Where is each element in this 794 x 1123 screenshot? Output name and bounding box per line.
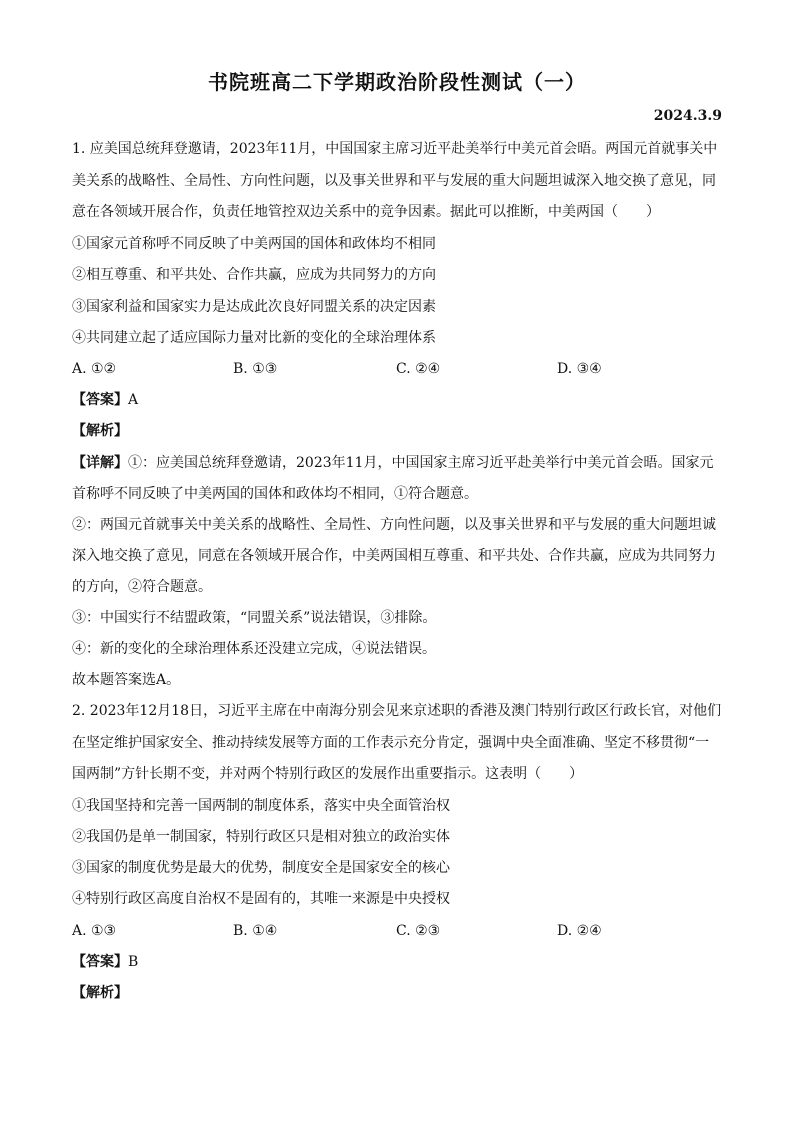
q2-option-b: B. ①④ bbox=[233, 923, 278, 939]
exam-date: 2024.3.9 bbox=[653, 108, 722, 124]
q1-option-a: A. ①② bbox=[72, 361, 117, 377]
answer-value: A bbox=[128, 392, 139, 408]
answer-value: B bbox=[128, 954, 139, 970]
detail-tag: 【详解】 bbox=[72, 455, 128, 471]
q1-detail-line: 首称呼不同反映了中美两国的国体和政体均不相同，①符合题意。 bbox=[72, 486, 478, 502]
q1-stem-line: 1. 应美国总统拜登邀请，2023年11月，中国国家主席习近平赴美举行中美元首会晤。两国元首就事关中 bbox=[72, 141, 718, 157]
q2-stem-line: 2. 2023年12月18日，习近平主席在中南海分别会见来京述职的香港及澳门特别行政区行政长官，对他们 bbox=[72, 703, 722, 719]
q2-option-a: A. ①③ bbox=[72, 923, 117, 939]
q2-statement: ②我国仍是单一制国家，特别行政区只是相对独立的政治实体 bbox=[72, 829, 450, 845]
q1-option-b: B. ①③ bbox=[233, 361, 278, 377]
detail-text: ①：应美国总统拜登邀请，2023年11月，中国国家主席习近平赴美举行中美元首会晤。国家元 bbox=[128, 455, 714, 471]
page-title: 书院班高二下学期政治阶段性测试（一） bbox=[208, 70, 586, 94]
q2-analysis-tag bbox=[72, 983, 722, 1003]
q1-statement: ①国家元首称呼不同反映了中美两国的国体和政体均不相同 bbox=[72, 236, 436, 252]
q1-detail-line bbox=[72, 453, 722, 473]
q1-stem-line: 美关系的战略性、全局性、方向性问题，以及事关世界和平与发展的重大问题坦诚深入地交换了意见，同 bbox=[72, 173, 716, 189]
q2-stem-line: 在坚定维护国家安全、推动持续发展等方面的工作表示充分肯定，强调中央全面准确、坚定不移贯彻“一 bbox=[72, 735, 710, 751]
analysis-tag: 【解析】 bbox=[72, 423, 128, 439]
q2-stem-line: 国两制”方针长期不变，并对两个特别行政区的发展作出重要指示。这表明（ ） bbox=[72, 766, 584, 782]
q2-statement: ④特别行政区高度自治权不是固有的，其唯一来源是中央授权 bbox=[72, 891, 450, 907]
q1-answer bbox=[72, 390, 722, 410]
answer-tag: 【答案】 bbox=[72, 392, 128, 408]
q1-statement: ③国家利益和国家实力是达成此次良好同盟关系的决定因素 bbox=[72, 299, 436, 315]
analysis-tag: 【解析】 bbox=[72, 985, 128, 1001]
q2-option-d: D. ②④ bbox=[557, 923, 602, 939]
q1-statement: ②相互尊重、和平共处、合作共赢，应成为共同努力的方向 bbox=[72, 267, 436, 283]
q1-stem-line: 意在各领域开展合作，负责任地管控双边关系中的竞争因素。据此可以推断，中美两国（ ） bbox=[72, 204, 660, 220]
q1-option-c: C. ②④ bbox=[396, 361, 441, 377]
answer-tag: 【答案】 bbox=[72, 954, 128, 970]
q2-statement: ③国家的制度优势是最大的优势，制度安全是国家安全的核心 bbox=[72, 860, 450, 876]
q1-detail-line: ④：新的变化的全球治理体系还没建立完成，④说法错误。 bbox=[72, 641, 436, 657]
q1-analysis-tag bbox=[72, 421, 722, 441]
q1-option-d: D. ③④ bbox=[557, 361, 602, 377]
q1-detail-line: ②：两国元首就事关中美关系的战略性、全局性、方向性问题，以及事关世界和平与发展的重大问题坦诚 bbox=[72, 517, 716, 533]
q1-detail-line: 深入地交换了意见，同意在各领域开展合作，中美两国相互尊重、和平共处、合作共赢，应成为共同努力 bbox=[72, 548, 716, 564]
q1-detail-line: 的方向，②符合题意。 bbox=[72, 579, 212, 595]
q1-detail-line: ③：中国实行不结盟政策，“同盟关系”说法错误，③排除。 bbox=[72, 610, 437, 626]
q2-answer bbox=[72, 952, 722, 972]
q1-statement: ④共同建立起了适应国际力量对比新的变化的全球治理体系 bbox=[72, 330, 436, 346]
q2-option-c: C. ②③ bbox=[396, 923, 441, 939]
q1-conclusion: 故本题答案选A。 bbox=[72, 672, 181, 688]
q2-statement: ①我国坚持和完善一国两制的制度体系，落实中央全面管治权 bbox=[72, 798, 450, 814]
